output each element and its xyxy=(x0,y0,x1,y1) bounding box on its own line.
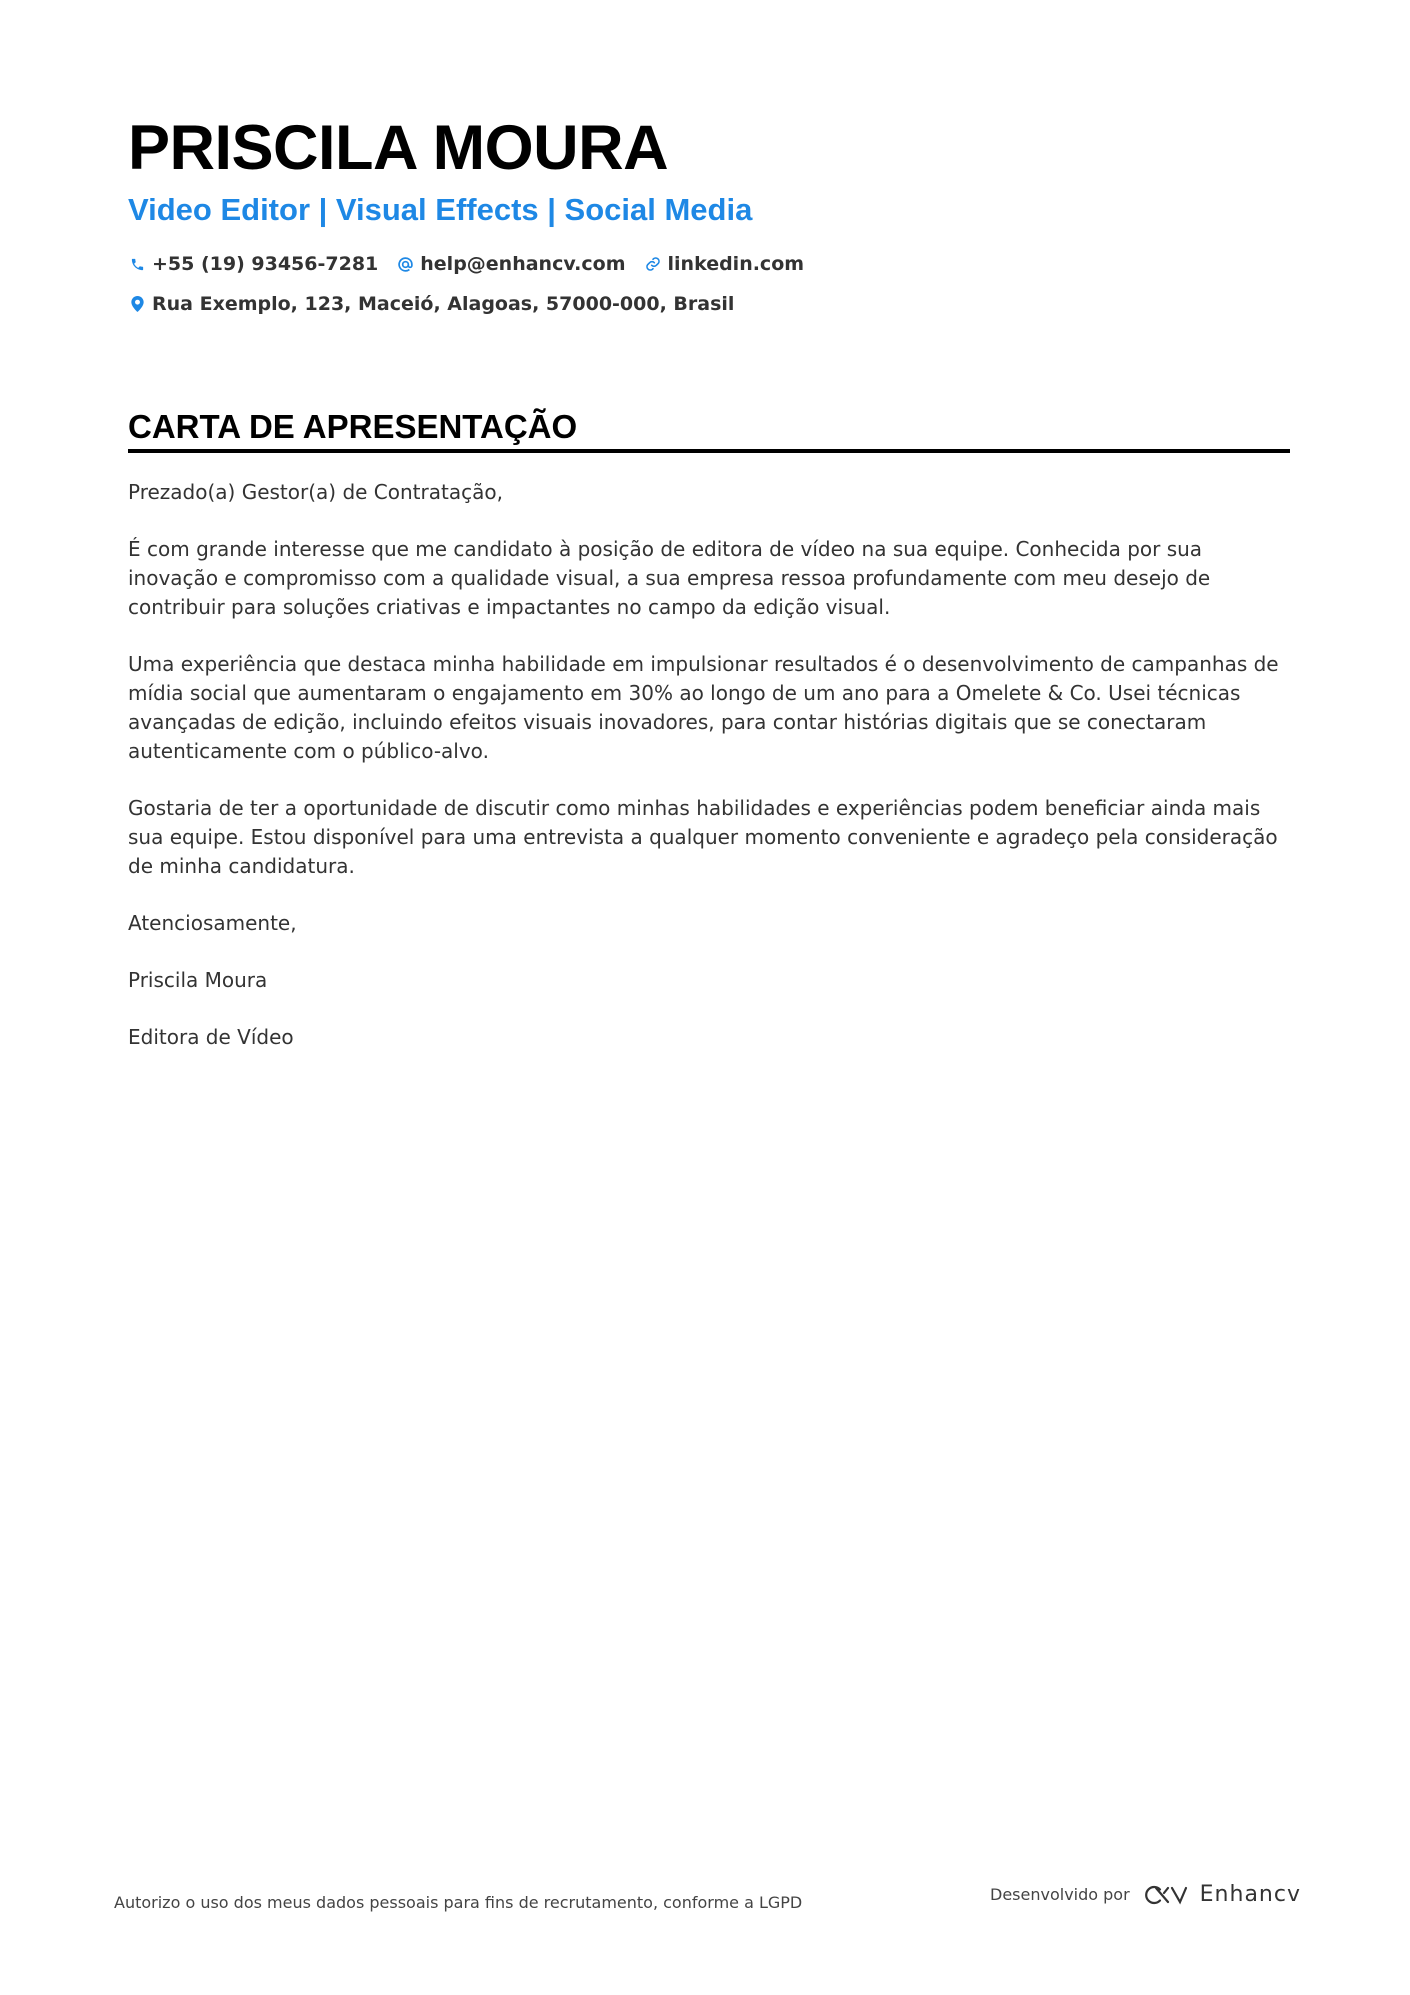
contact-row-secondary xyxy=(128,293,752,315)
signature-title: Editora de Vídeo xyxy=(128,1025,294,1049)
location-pin-icon xyxy=(128,295,146,313)
letter-paragraph: Uma experiência que destaca minha habilidade em impulsionar resultados é o desenvolvimento de campanhas de mídia social que aumentaram o engajamento em 30% ao longo de um ano para a Omelete & Co. Usei técnicas avançadas de edição, incluindo efeitos visuais inovadores, para contar histórias digitais que se conectaram autenticamente com o público-alvo. xyxy=(128,652,1279,763)
enhancv-brand: Enhancv xyxy=(1199,1882,1301,1907)
at-icon xyxy=(396,255,414,273)
contact-address xyxy=(128,293,734,315)
signature-name: Priscila Moura xyxy=(128,968,268,992)
letter-body xyxy=(128,478,1290,1080)
letter-paragraph: É com grande interesse que me candidato à posição de editora de vídeo na sua equipe. Conhecida por sua inovação e compromisso com a qualidade visual, a sua empresa ressoa profundamente com meu desejo de contribuir para soluções criativas e impactantes no campo da edição visual. xyxy=(128,537,1211,619)
candidate-headline: Video Editor | Visual Effects | Social Media xyxy=(128,192,753,227)
contact-address-text: Rua Exemplo, 123, Maceió, Alagoas, 57000-000, Brasil xyxy=(152,293,735,315)
link-icon xyxy=(644,255,662,273)
letter-closing: Atenciosamente, xyxy=(128,911,297,935)
contact-linkedin[interactable] xyxy=(644,253,805,275)
contact-phone-text: +55 (19) 93456-7281 xyxy=(152,253,379,275)
enhancv-logo-icon xyxy=(1142,1883,1188,1907)
contact-email-text: help@enhancv.com xyxy=(420,253,626,275)
letter-greeting: Prezado(a) Gestor(a) de Contratação, xyxy=(128,480,503,504)
phone-icon xyxy=(128,255,146,273)
letter-paragraph: Gostaria de ter a oportunidade de discutir como minhas habilidades e experiências podem beneficiar ainda mais sua equipe. Estou disponível para uma entrevista a qualquer momento conveniente e agradeço pela consideração de minha candidatura. xyxy=(128,796,1278,878)
contact-row-primary xyxy=(128,253,822,275)
candidate-name: PRISCILA MOURA xyxy=(128,113,669,183)
consent-note: Autorizo o uso dos meus dados pessoais para fins de recrutamento, conforme a LGPD xyxy=(114,1893,803,1912)
contact-linkedin-text: linkedin.com xyxy=(667,253,805,275)
powered-by-label: Desenvolvido por xyxy=(990,1885,1130,1904)
section-title: CARTA DE APRESENTAÇÃO xyxy=(128,408,578,445)
powered-by[interactable] xyxy=(990,1882,1301,1907)
contact-email[interactable] xyxy=(396,253,625,275)
contact-phone[interactable] xyxy=(128,253,378,275)
section-divider xyxy=(128,449,1290,453)
